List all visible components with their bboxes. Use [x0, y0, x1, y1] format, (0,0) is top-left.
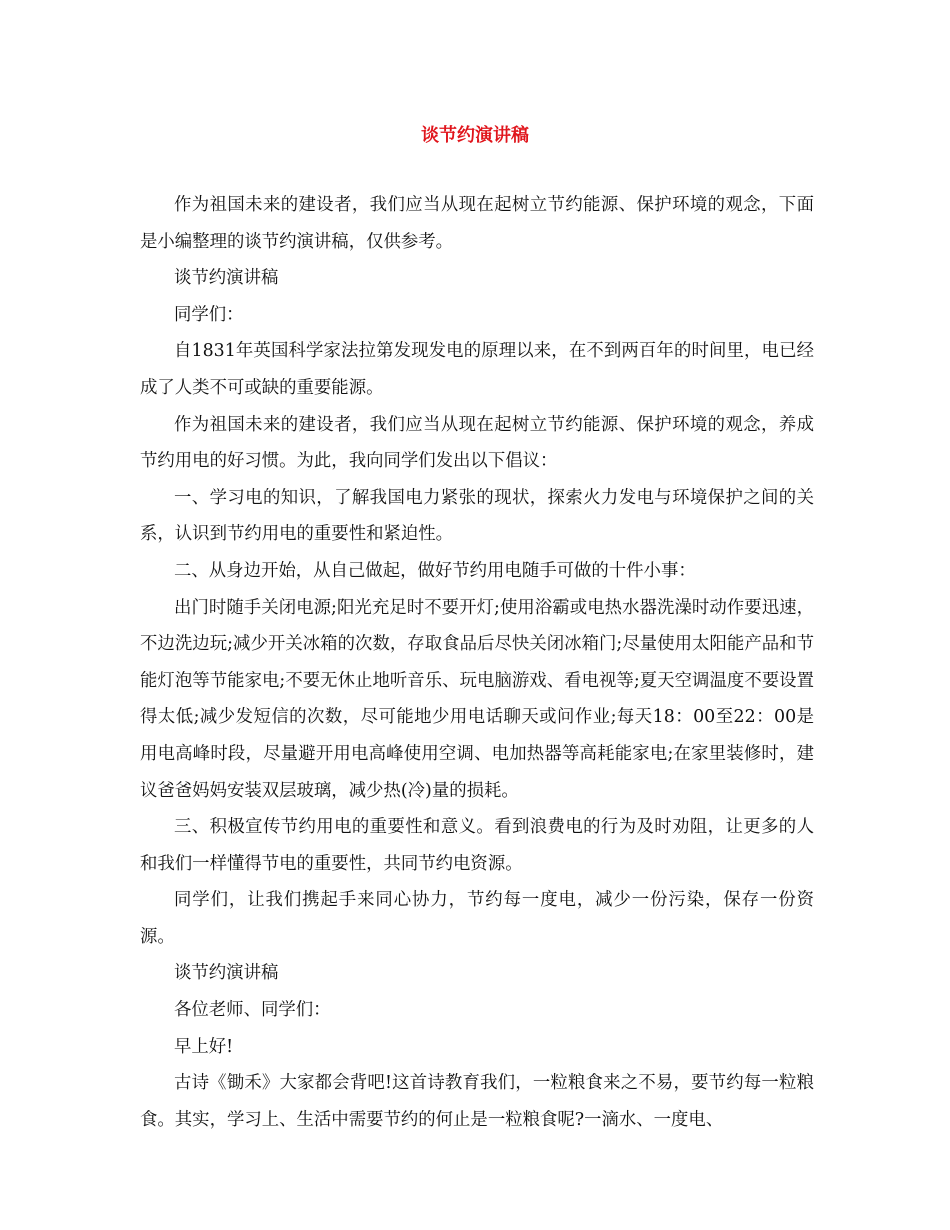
salutation-2: 各位老师、同学们： [174, 1000, 331, 1021]
greeting: 早上好! [174, 1036, 234, 1057]
paragraph: 古诗《锄禾》大家都会背吧!这首诗教育我们，一粒粮食来之不易，要节约每一粒粮食。其实，学习上、生活中需要节约的何止是一粒粮食呢?一滴水、一度电、 [140, 1073, 814, 1130]
document-body [140, 187, 814, 1138]
proposal-item-2: 二、从身边开始，从自己做起，做好节约用电随手可做的十件小事： [174, 560, 696, 581]
salutation-1: 同学们： [174, 304, 244, 325]
intro-paragraph: 作为祖国未来的建设者，我们应当从现在起树立节约能源、保护环境的观念，下面是小编整理的谈节约演讲稿，仅供参考。 [140, 195, 814, 252]
speech-heading-2: 谈节约演讲稿 [174, 963, 279, 984]
ten-things-list: 出门时随手关闭电源;阳光充足时不要开灯;使用浴霸或电热水器洗澡时动作要迅速，不边洗边玩;减少开关冰箱的次数，存取食品后尽快关闭冰箱门;尽量使用太阳能产品和节能灯泡等节能家电;不要无休止地听音乐、玩电脑游戏、看电视等;夏天空调温度不要设置得太低;减少发短信的次数，尽可能地少用电话聊天或问作业;每天18：00至22：00是用电高峰时段，尽量避开用电高峰使用空调、电加热器等高耗能家电;在家里装修时，建议爸爸妈妈安装双层玻璃，减少热(冷)量的损耗。 [140, 597, 814, 801]
closing-paragraph: 同学们，让我们携起手来同心协力，节约每一度电，减少一份污染，保存一份资源。 [140, 890, 814, 947]
paragraph: 自1831年英国科学家法拉第发现发电的原理以来，在不到两百年的时间里，电已经成了人类不可或缺的重要能源。 [140, 341, 814, 398]
proposal-item-3: 三、积极宣传节约用电的重要性和意义。看到浪费电的行为及时劝阻，让更多的人和我们一样懂得节电的重要性，共同节约电资源。 [140, 817, 814, 874]
paragraph: 作为祖国未来的建设者，我们应当从现在起树立节约能源、保护环境的观念，养成节约用电的好习惯。为此，我向同学们发出以下倡议： [140, 414, 814, 472]
speech-heading-1: 谈节约演讲稿 [174, 268, 279, 289]
document-title: 谈节约演讲稿 [421, 125, 529, 146]
proposal-item-1: 一、学习电的知识，了解我国电力紧张的现状，探索火力发电与环境保护之间的关系，认识到节约用电的重要性和紧迫性。 [140, 487, 814, 545]
